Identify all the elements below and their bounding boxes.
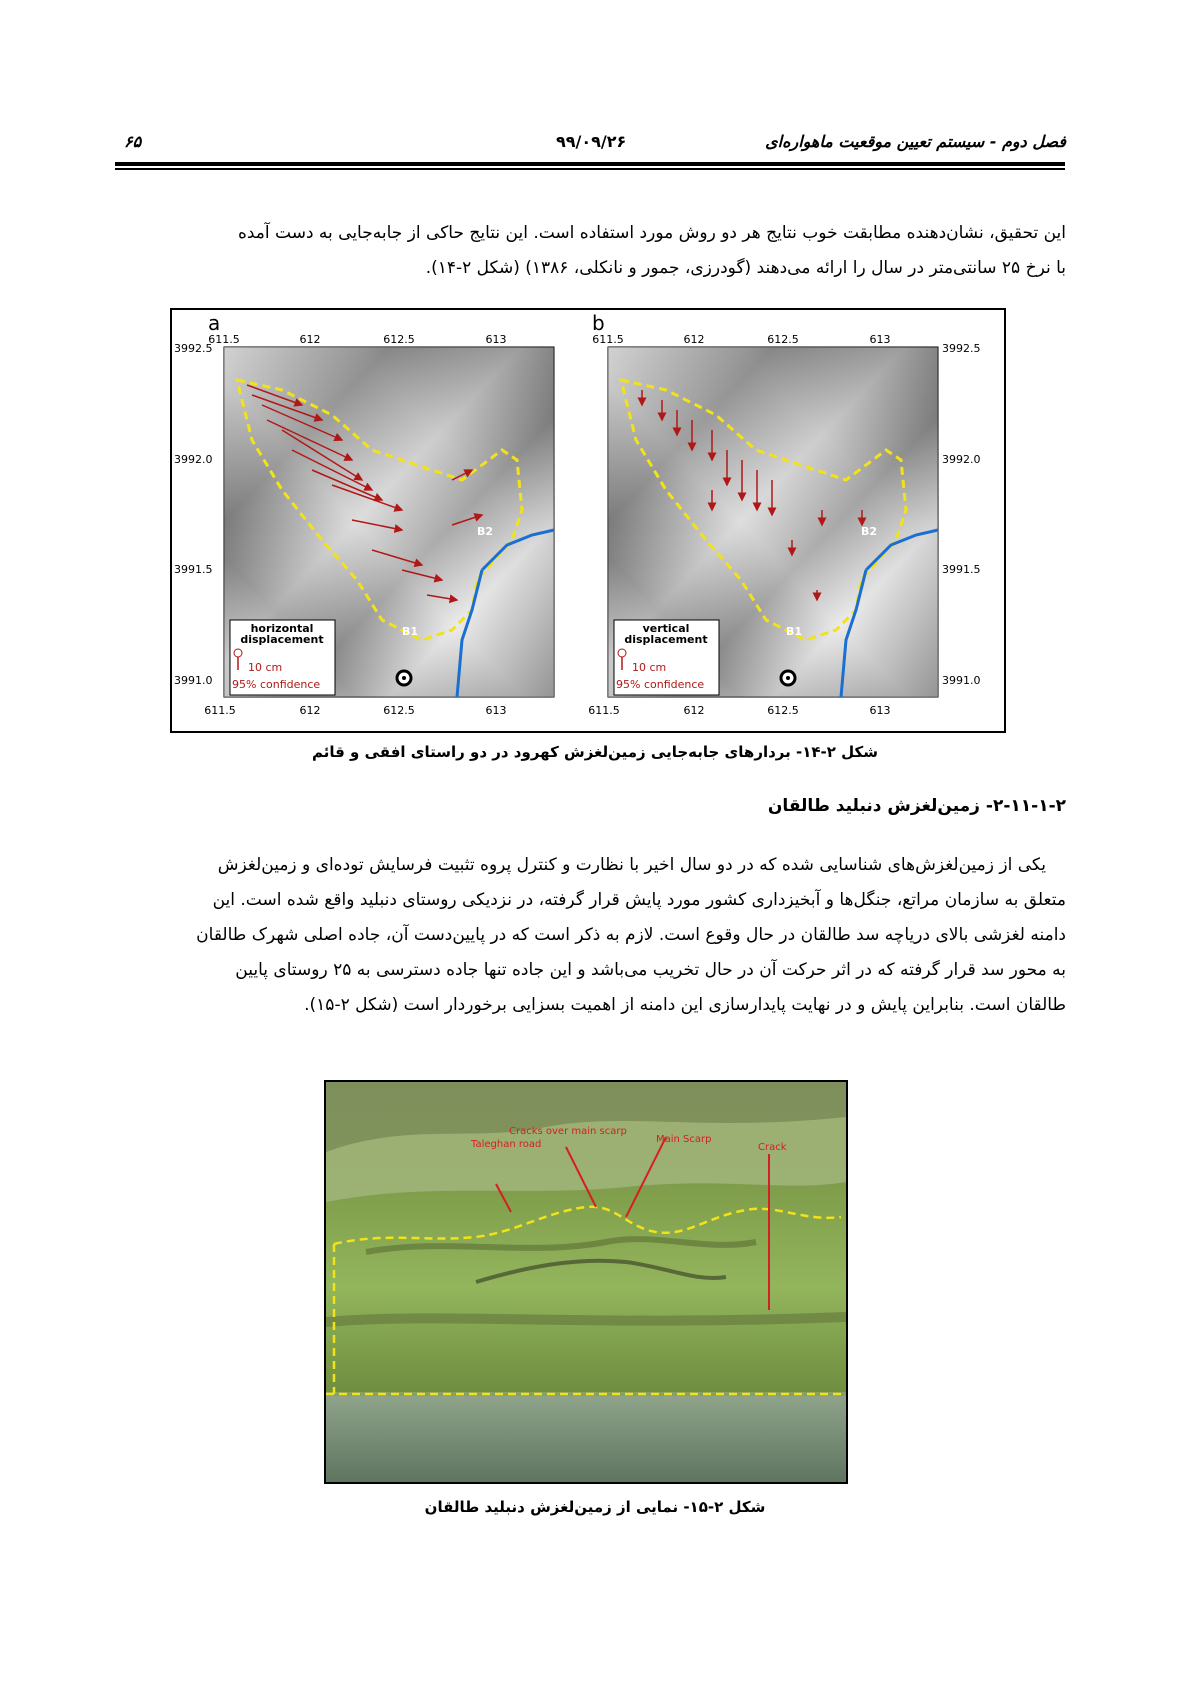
- paragraph-line: طالقان است. بنابراین پایش و در نهایت پایدارسازی این دامنه از اهمیت بسزایی برخوردار است (شکل ۲-۱۵).: [304, 995, 1066, 1015]
- svg-text:612: 612: [299, 333, 321, 346]
- paragraph-line: یکی از زمین‌لغزش‌های شناسایی شده که در دو سال اخیر با نظارت و کنترل پروه تثبیت فرسایش توده‌ای و زمین‌لغزش: [217, 855, 1046, 875]
- paragraph-line: به محور سد قرار گرفته که در اثر حرکت آن در حال تخریب می‌باشد و این جاده تنها جاده دسترسی به ۲۵ روستای پایین: [235, 960, 1066, 980]
- svg-text:3992.0: 3992.0: [174, 453, 213, 466]
- paragraph-line: متعلق به سازمان مراتع، جنگل‌ها و آبخیزداری کشور مورد پایش قرار گرفته، در نزدیکی روستای دنبلید واقع شده است. این: [212, 890, 1066, 910]
- x-ticks-bottom-b: [588, 704, 890, 717]
- figure-1-caption: شکل ۲-۱۴- بردارهای جابه‌جایی زمین‌لغزش کهرود در دو راستای افقی و قائم: [311, 743, 879, 761]
- legend-title-b: vertical displacement: [624, 622, 708, 646]
- legend-confidence-a: 95% confidence: [232, 678, 321, 691]
- label-b2-b: B2: [861, 525, 878, 538]
- label-b1-a: B1: [402, 625, 419, 638]
- svg-text:611.5: 611.5: [208, 333, 240, 346]
- paragraph-line: این تحقیق، نشان‌دهنده مطابقت خوب نتایج هر دو روش مورد استفاده است. این نتایج حاکی از جابه‌جایی به دست آمده: [237, 223, 1066, 243]
- svg-text:3991.0: 3991.0: [942, 674, 981, 687]
- x-ticks-top-a: [208, 333, 506, 346]
- y-ticks-b: [942, 342, 981, 687]
- x-ticks-top-b: [592, 333, 890, 346]
- label-crack: Crack: [758, 1142, 787, 1153]
- svg-text:613: 613: [485, 333, 507, 346]
- svg-text:613: 613: [485, 704, 507, 717]
- svg-text:611.5: 611.5: [588, 704, 620, 717]
- svg-text:612: 612: [683, 704, 705, 717]
- svg-text:3991.0: 3991.0: [174, 674, 213, 687]
- header-rule-thin: [115, 168, 1065, 170]
- label-main-scarp: Main Scarp: [656, 1134, 712, 1145]
- svg-text:612.5: 612.5: [767, 704, 799, 717]
- svg-text:611.5: 611.5: [204, 704, 236, 717]
- svg-text:612.5: 612.5: [383, 704, 415, 717]
- page-number: ۶۵: [124, 132, 142, 151]
- displacement-maps-svg: [172, 310, 1004, 731]
- label-taleghan-road: Taleghan road: [471, 1139, 542, 1150]
- header-date: ۹۹/۰۹/۲۶: [556, 132, 627, 151]
- svg-text:612: 612: [299, 704, 321, 717]
- svg-text:612.5: 612.5: [767, 333, 799, 346]
- figure-displacement-maps: [170, 308, 1006, 733]
- panel-a-letter: a: [208, 311, 221, 335]
- svg-text:612: 612: [683, 333, 705, 346]
- x-ticks-bottom-a: [204, 704, 506, 717]
- lake-water: [326, 1396, 846, 1482]
- header-rule-thick: [115, 162, 1065, 166]
- svg-text:613: 613: [869, 333, 891, 346]
- paragraph-line: با نرخ ۲۵ سانتی‌متر در سال را ارائه می‌دهند (گودرزی، جمور و نانکلی، ۱۳۸۶) (شکل ۲-۱۴).: [425, 258, 1066, 278]
- svg-text:3991.5: 3991.5: [174, 563, 213, 576]
- legend-scale-b: 10 cm: [632, 661, 667, 674]
- paragraph-line: دامنه لغزشی بالای دریاچه سد طالقان در حال وقوع است. لازم به ذکر است که در پایین‌دست آن، جاده اصلی شهرک طالقان: [196, 925, 1066, 945]
- legend-confidence-b: 95% confidence: [616, 678, 705, 691]
- landslide-photo-svg: [326, 1082, 846, 1482]
- chapter-title: فصل دوم - سیستم تعیین موقعیت ماهواره‌ای: [765, 132, 1066, 151]
- svg-text:3991.5: 3991.5: [942, 563, 981, 576]
- label-b1-b: B1: [786, 625, 803, 638]
- legend-title-a: horizontal displacement: [240, 622, 324, 646]
- paragraph-2: [118, 848, 1066, 1023]
- paragraph-1: [118, 216, 1066, 286]
- svg-text:613: 613: [869, 704, 891, 717]
- figure-2-caption: شکل ۲-۱۵- نمایی از زمین‌لغزش دنبلید طالقان: [424, 1498, 766, 1516]
- svg-text:3992.5: 3992.5: [942, 342, 981, 355]
- y-ticks-a: [174, 342, 213, 687]
- svg-text:612.5: 612.5: [383, 333, 415, 346]
- svg-text:3992.0: 3992.0: [942, 453, 981, 466]
- panel-a: [174, 311, 554, 717]
- label-cracks-over-main-scarp: Cracks over main scarp: [509, 1126, 627, 1137]
- panel-b: [588, 311, 980, 717]
- label-b2-a: B2: [477, 525, 494, 538]
- figure-landslide-photo: [324, 1080, 848, 1484]
- panel-b-letter: b: [592, 311, 605, 335]
- legend-scale-a: 10 cm: [248, 661, 283, 674]
- svg-text:3992.5: 3992.5: [174, 342, 213, 355]
- section-heading: ۲-۱۱-۱-۲- زمین‌لغزش دنبلید طالقان: [767, 796, 1066, 816]
- svg-text:611.5: 611.5: [592, 333, 624, 346]
